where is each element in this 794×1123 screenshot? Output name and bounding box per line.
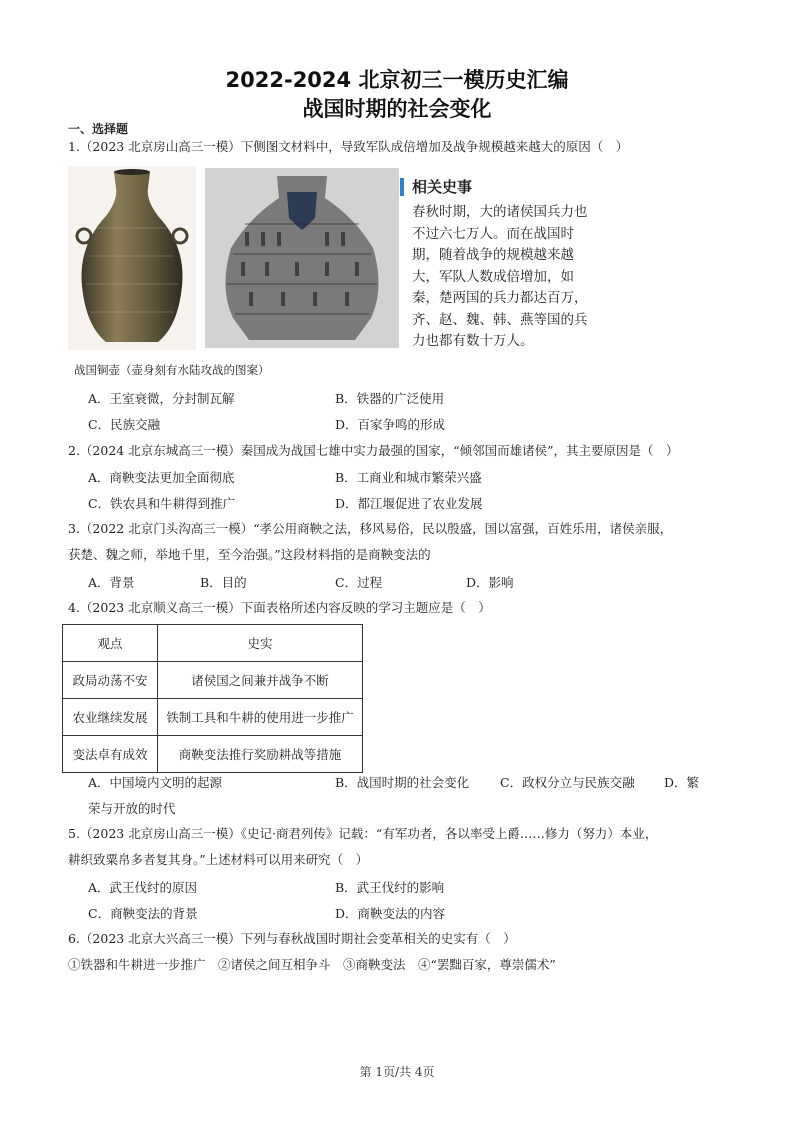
question-6-stem: 6.（2023 北京大兴高三一模）下列与春秋战国时期社会变革相关的史实有（ ）: [68, 931, 516, 946]
q4-option-a[interactable]: A．中国境内文明的起源: [88, 775, 223, 790]
q3-option-d[interactable]: D．影响: [466, 575, 514, 590]
q2-option-c[interactable]: C．铁农具和牛耕得到推广: [88, 496, 236, 511]
table-row: [63, 699, 363, 736]
document-subtitle: 战国时期的社会变化: [302, 97, 492, 121]
section-heading: 一、选择题: [68, 122, 129, 136]
q4-option-d-continued: 荣与开放的时代: [88, 801, 176, 816]
question-5-stem-line2: 耕织致粟帛多者复其身。”上述材料可以用来研究（ ）: [68, 852, 369, 867]
q5-option-c[interactable]: C．商鞅变法的背景: [88, 906, 198, 921]
related-history-box: [400, 168, 600, 349]
table-cell: 诸侯国之间兼并战争不断: [158, 662, 363, 699]
accent-bar: [400, 178, 404, 196]
q1-option-a[interactable]: A．王室衰微，分封制瓦解: [88, 391, 235, 406]
image-caption: 战国铜壶（壶身刻有水陆攻战的图案）: [74, 363, 270, 377]
question-3-stem-line2: 获楚、魏之师，举地千里，至今治强。”这段材料指的是商鞅变法的: [68, 547, 431, 562]
table-header-cell: 观点: [63, 625, 158, 662]
history-title: 相关史事: [412, 178, 473, 196]
q4-option-b[interactable]: B．战国时期的社会变化: [335, 775, 470, 790]
question-6-items: ①铁器和牛耕进一步推广 ②诸侯之间互相争斗 ③商鞅变法 ④“罢黜百家，尊崇儒术”: [68, 957, 556, 972]
document-title: 2022-2024 北京初三一模历史汇编: [225, 68, 569, 92]
q4-option-c[interactable]: C．政权分立与民族交融: [500, 775, 635, 790]
q5-option-a[interactable]: A．武王伐纣的原因: [88, 880, 198, 895]
table-cell: 农业继续发展: [63, 699, 158, 736]
table-cell: 政局动荡不安: [63, 662, 158, 699]
table-header-cell: 史实: [158, 625, 363, 662]
q1-option-d[interactable]: D．百家争鸣的形成: [335, 417, 446, 432]
question-3-stem-line1: 3.（2022 北京门头沟高三一模）“孝公用商鞅之法，移风易俗，民以殷盛，国以富强，百姓乐用，诸侯亲服，: [68, 521, 673, 536]
q3-option-a[interactable]: A．背景: [88, 575, 135, 590]
q2-option-d[interactable]: D．都江堰促进了农业发展: [335, 496, 483, 511]
q2-option-a[interactable]: A．商鞅变法更加全面彻底: [88, 470, 235, 485]
page-footer: 第 1页/共 4页: [359, 1065, 435, 1079]
table-cell: 变法卓有成效: [63, 736, 158, 773]
table-cell: 铁制工具和牛耕的使用进一步推广: [158, 699, 363, 736]
q5-option-b[interactable]: B．武王伐纣的影响: [335, 880, 445, 895]
q5-option-d[interactable]: D．商鞅变法的内容: [335, 906, 446, 921]
question-5-stem-line1: 5.（2023 北京房山高三一模）《史记·商君列传》记载：“有军功者，各以率受上爵……修力（努力）本业，: [68, 826, 658, 841]
table-row: [63, 662, 363, 699]
history-text: 春秋时期，大的诸侯国兵力也不过六七万人。而在战国时期，随着战争的规模越来越大，军队人数成倍增加，如秦，楚两国的兵力都达百万，齐、赵、魏、韩、燕等国的兵力也都有数十万人。: [412, 204, 588, 349]
question-2-stem: 2.（2024 北京东城高三一模）秦国成为战国七雄中实力最强的国家，“倾邻国而雄诸侯”，其主要原因是（ ）: [68, 443, 679, 458]
q4-option-d[interactable]: D．繁: [664, 775, 700, 790]
question-1-stem: 1.（2023 北京房山高三一模）下侧图文材料中，导致军队成倍增加及战争规模越来越大的原因（ ）: [68, 139, 629, 154]
q2-option-b[interactable]: B．工商业和城市繁荣兴盛: [335, 470, 482, 485]
q4-table: [62, 624, 363, 773]
q1-option-b[interactable]: B．铁器的广泛使用: [335, 391, 445, 406]
table-row: [63, 736, 363, 773]
q1-option-c[interactable]: C．民族交融: [88, 417, 161, 432]
table-header-row: [63, 625, 363, 662]
question-4-stem: 4.（2023 北京顺义高三一模）下面表格所述内容反映的学习主题应是（ ）: [68, 600, 491, 615]
bronze-vase-image: [68, 166, 196, 350]
q3-option-b[interactable]: B．目的: [200, 575, 247, 590]
table-cell: 商鞅变法推行奖励耕战等措施: [158, 736, 363, 773]
battle-relief-image: [205, 168, 399, 348]
q3-option-c[interactable]: C．过程: [335, 575, 383, 590]
